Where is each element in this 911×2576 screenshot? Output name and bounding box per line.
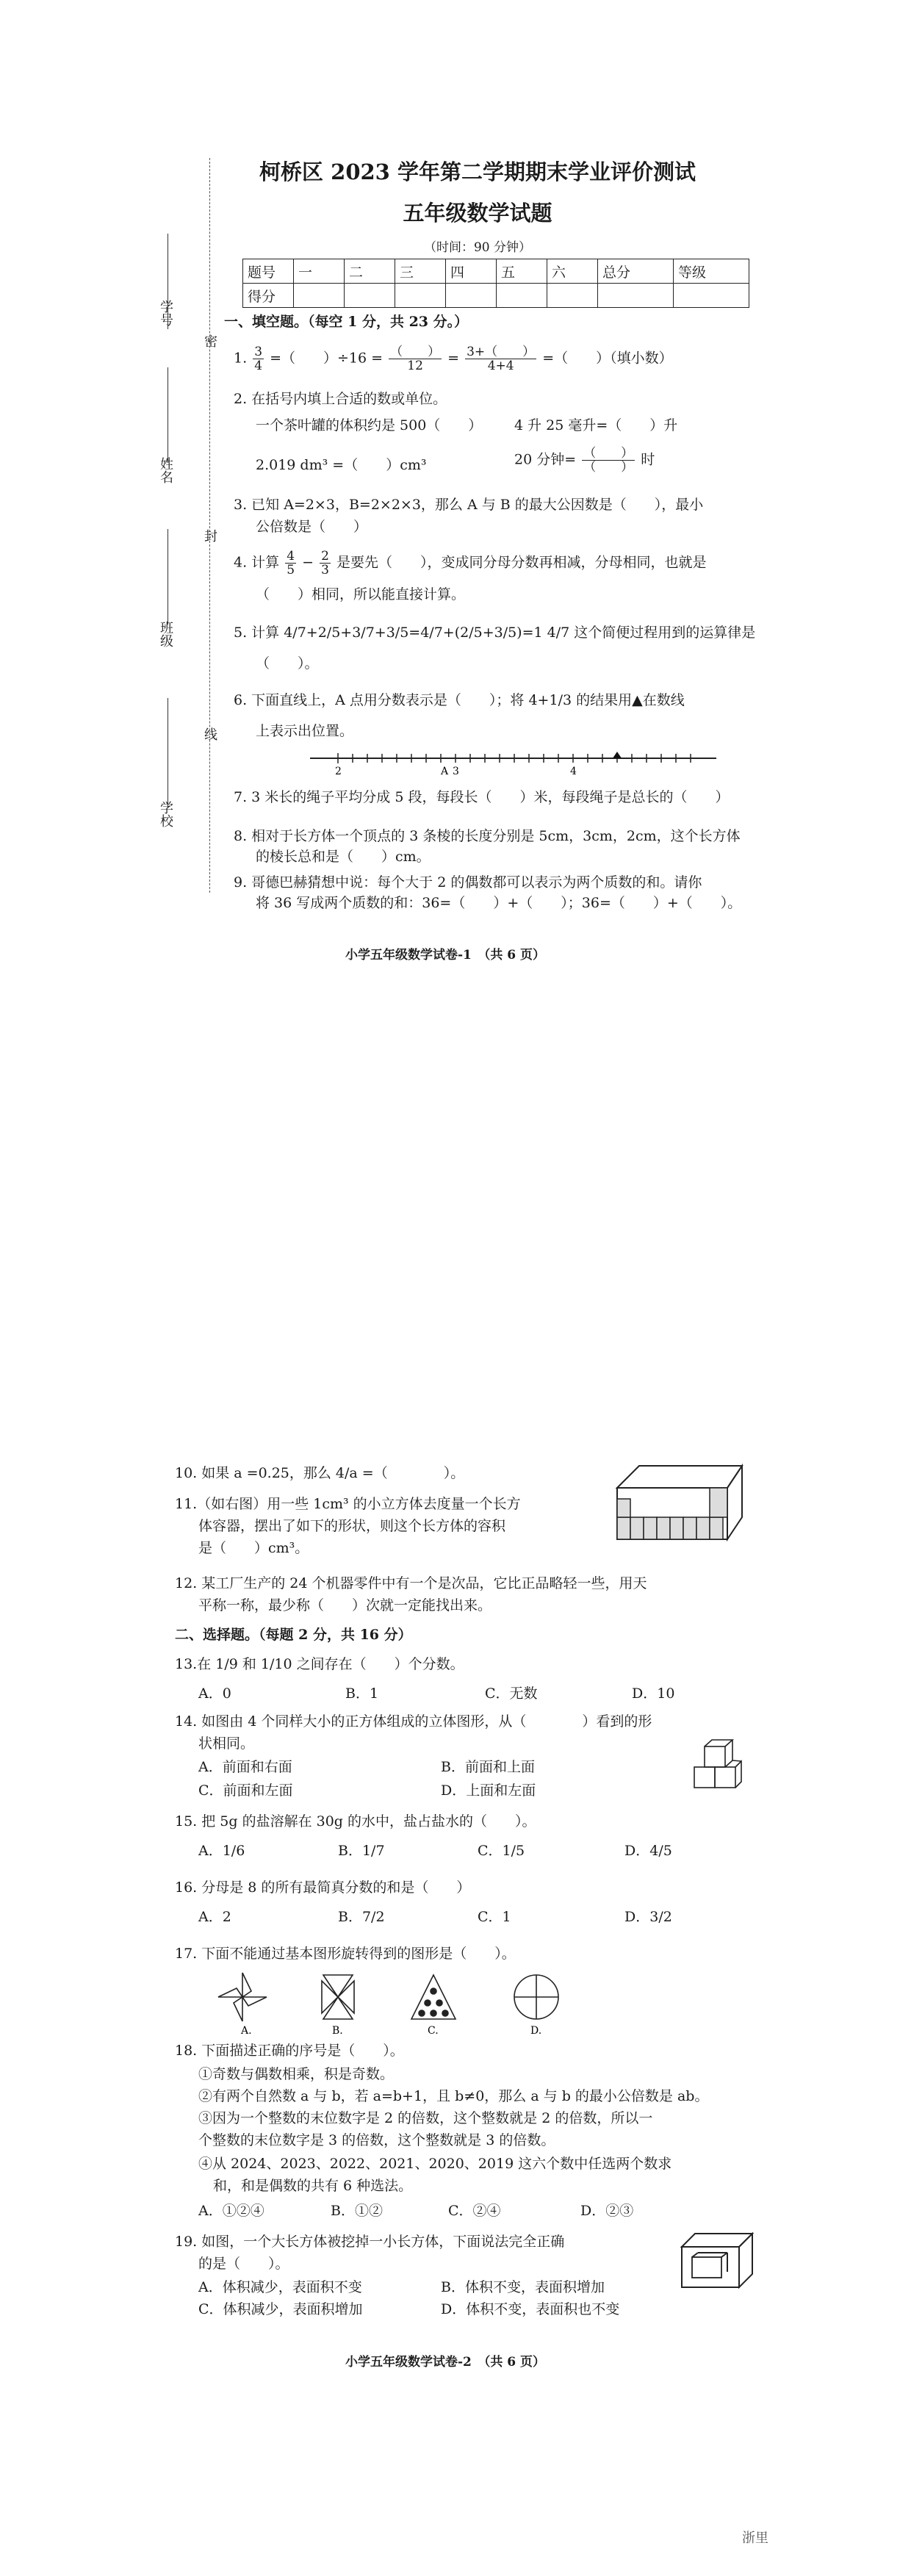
q14-option-c[interactable]: C．前面和左面 xyxy=(198,1782,293,1799)
fraction: $\frac{2}{3}$ xyxy=(321,549,329,578)
question-4-line-2: （ ）相同，所以能直接计算。 xyxy=(256,586,466,602)
question-11-line-3: 是（ ）cm³。 xyxy=(198,1540,309,1556)
score-input-cell[interactable] xyxy=(395,284,446,308)
triangle-circles-icon xyxy=(411,1975,455,2019)
score-table-header-row xyxy=(243,259,749,284)
q17-option-d: D. xyxy=(530,2025,542,2035)
seal-feng: 封 xyxy=(202,529,217,542)
question-3-line-2: 公倍数是（ ） xyxy=(256,519,368,535)
q18-statement-3a: ③因为一个整数的末位数字是 2 的倍数，这个整数就是 2 的倍数，所以一 xyxy=(198,2110,653,2126)
q17-option-c: C. xyxy=(428,2025,439,2035)
q14-option-b[interactable]: B．前面和上面 xyxy=(441,1759,535,1775)
q17-option-b: B. xyxy=(332,2025,343,2035)
question-9-line-1: 9. 哥德巴赫猜想中说：每个大于 2 的偶数都可以表示为两个质数的和。请你 xyxy=(234,874,702,891)
score-table-cell: 三 xyxy=(395,259,446,284)
question-10: 10. 如果 a =0.25，那么 4/a =（ ）。 xyxy=(175,1465,465,1481)
hollowed-box-figure xyxy=(676,2226,757,2296)
q18-statement-2: ②有两个自然数 a 与 b，若 a=b+1，且 b≠0，那么 a 与 b 的最小公倍数是 ab。 xyxy=(198,2088,709,2104)
number-label: 学号 xyxy=(158,300,173,326)
score-table-cell: 等级 xyxy=(674,259,749,284)
q13-option-c[interactable]: C．无数 xyxy=(485,1685,538,1702)
question-2-line-2a: 一个茶叶罐的体积约是 500（ ） xyxy=(256,417,483,433)
score-table-cell: 得分 xyxy=(243,284,294,308)
watermark: 浙里 xyxy=(742,2530,768,2546)
question-11-line-1: 11.（如右图）用一些 1cm³ 的小立方体去度量一个长方 xyxy=(175,1496,521,1512)
question-6-line-1: 6. 下面直线上，A 点用分数表示是（ ）；将 4+1/3 的结果用▲在数线 xyxy=(234,692,685,708)
q18-option-b[interactable]: B．①② xyxy=(331,2203,383,2219)
q1-text-1: =（ ）÷16 = xyxy=(270,350,384,367)
q17-option-a: A. xyxy=(241,2025,252,2035)
exam-subtitle: 五年级数学试题 xyxy=(403,201,552,226)
question-18: 18. 下面描述正确的序号是（ ）。 xyxy=(175,2043,404,2059)
fraction: $\frac{( )}{12}$ xyxy=(390,345,441,373)
question-12-line-2: 平称一称，最少称（ ）次就一定能找出来。 xyxy=(198,1597,492,1613)
question-7: 7. 3 米长的绳子平均分成 5 段，每段长（ ）米，每段绳子是总长的（ ） xyxy=(234,789,730,805)
score-table-cell: 题号 xyxy=(243,259,294,284)
q18-option-d[interactable]: D．②③ xyxy=(580,2203,634,2219)
q18-option-c[interactable]: C．②④ xyxy=(448,2203,501,2219)
tick-label: 3 xyxy=(453,766,459,777)
school-label: 学校 xyxy=(158,801,173,827)
question-11-line-2: 体容器，摆出了如下的形状，则这个长方体的容积 xyxy=(198,1518,506,1534)
binding-line xyxy=(209,158,210,893)
score-input-cell[interactable] xyxy=(674,284,749,308)
q13-option-d[interactable]: D．10 xyxy=(632,1685,675,1702)
q13-option-a[interactable]: A．0 xyxy=(198,1685,231,1702)
question-17: 17. 下面不能通过基本图形旋转得到的图形是（ ）。 xyxy=(175,1946,516,1962)
question-1 xyxy=(234,345,673,373)
fraction: $\frac{( )}{( )}$ xyxy=(583,446,634,475)
question-2-line-1: 2. 在括号内填上合适的数或单位。 xyxy=(234,391,447,407)
q1-number: 1. xyxy=(234,350,248,367)
score-table-score-row xyxy=(243,284,749,308)
q19-option-c[interactable]: C．体积减少，表面积增加 xyxy=(198,2301,363,2317)
exam-time: （时间：90 分钟） xyxy=(423,240,532,255)
q15-option-d[interactable]: D．4/5 xyxy=(624,1843,672,1859)
question-2-line-2b: 4 升 25 毫升=（ ）升 xyxy=(514,417,678,433)
score-input-cell[interactable] xyxy=(598,284,674,308)
q18-statement-4a: ④从 2024、2023、2022、2021、2020、2019 这六个数中任选两个数求 xyxy=(198,2156,672,2172)
fraction: $\frac{3}{4}$ xyxy=(254,345,263,373)
fraction: $\frac{4}{5}$ xyxy=(287,549,295,578)
tick-label-a: A xyxy=(441,766,449,777)
question-14-line-1: 14. 如图由 4 个同样大小的正方体组成的立体图形，从（ ）看到的形 xyxy=(175,1713,652,1730)
question-9-line-2: 将 36 写成两个质数的和：36=（ ）+（ ）；36=（ ）+（ ）。 xyxy=(256,895,742,911)
question-8-line-1: 8. 相对于长方体一个顶点的 3 条棱的长度分别是 5cm，3cm，2cm，这个长方体 xyxy=(234,828,741,844)
q18-statement-4b: 和，和是偶数的共有 6 种选法。 xyxy=(213,2178,413,2194)
q18-option-a[interactable]: A．①②④ xyxy=(198,2203,264,2219)
question-2-line-3b: 20 分钟= $\frac{( )}{( )}$ 时 xyxy=(514,446,655,475)
q18-statement-3b: 个整数的末位数字是 3 的倍数，这个整数就是 3 的倍数。 xyxy=(198,2132,555,2148)
score-table-cell: 总分 xyxy=(598,259,674,284)
tick-label: 2 xyxy=(335,766,342,777)
q1-text-3: =（ ）（填小数） xyxy=(542,350,673,367)
page-2-footer: 小学五年级数学试卷-2 （共 6 页） xyxy=(345,2355,546,2370)
score-table-cell: 六 xyxy=(547,259,598,284)
name-label: 姓名 xyxy=(158,457,173,483)
score-input-cell[interactable] xyxy=(547,284,598,308)
score-table-cell: 五 xyxy=(497,259,547,284)
q14-option-a[interactable]: A．前面和右面 xyxy=(198,1759,292,1775)
question-19-line-1: 19. 如图，一个大长方体被挖掉一小长方体，下面说法完全正确 xyxy=(175,2234,565,2250)
exam-title: 柯桥区 2023 学年第二学期期末学业评价测试 xyxy=(259,159,696,184)
fraction: $\frac{3+( )}{4+4}$ xyxy=(467,345,536,373)
question-8-line-2: 的棱长总和是（ ）cm。 xyxy=(256,849,431,865)
circle-cross-icon xyxy=(514,1975,558,2019)
q15-option-b[interactable]: B．1/7 xyxy=(338,1843,385,1859)
q16-option-a[interactable]: A．2 xyxy=(198,1909,231,1925)
question-16: 16. 分母是 8 的所有最简真分数的和是（ ） xyxy=(175,1879,471,1896)
question-6-line-2: 上表示出位置。 xyxy=(256,723,354,739)
q1-text-2: = xyxy=(447,350,460,367)
seal-mi: 密 xyxy=(202,334,217,348)
triangle-marker-icon xyxy=(613,752,622,758)
question-4-line-1: 4. 计算 $\frac{4}{5}$ − $\frac{2}{3}$ 是要先（ ），变成同分母分数再相减，分母相同，也就是 xyxy=(234,549,707,578)
question-15: 15. 把 5g 的盐溶解在 30g 的水中，盐占盐水的（ ）。 xyxy=(175,1813,536,1830)
score-input-cell[interactable] xyxy=(497,284,547,308)
q19-option-a[interactable]: A．体积减少，表面积不变 xyxy=(198,2279,362,2295)
question-3-line-1: 3. 已知 A=2×3，B=2×2×3，那么 A 与 B 的最大公因数是（ ），最小 xyxy=(234,497,704,513)
question-19-line-2: 的是（ ）。 xyxy=(198,2256,289,2272)
section-2-heading: 二、选择题。（每题 2 分，共 16 分） xyxy=(175,1627,412,1643)
q15-option-c[interactable]: C．1/5 xyxy=(478,1843,525,1859)
score-input-cell[interactable] xyxy=(345,284,395,308)
score-table-cell: 一 xyxy=(294,259,345,284)
q14-option-d[interactable]: D．上面和左面 xyxy=(441,1782,536,1799)
q16-option-d[interactable]: D．3/2 xyxy=(624,1909,672,1925)
q16-option-c[interactable]: C．1 xyxy=(478,1909,511,1925)
question-5-line-1: 5. 计算 4/7+2/5+3/7+3/5=4/7+(2/5+3/5)=1 4/7 这个简便过程用到的运算律是 xyxy=(234,625,756,641)
score-table-cell: 二 xyxy=(345,259,395,284)
q13-option-b[interactable]: B．1 xyxy=(345,1685,379,1702)
number-line xyxy=(309,744,720,780)
q15-option-a[interactable]: A．1/6 xyxy=(198,1843,245,1859)
seal-xian: 线 xyxy=(202,727,217,741)
page-1-footer: 小学五年级数学试卷-1 （共 6 页） xyxy=(345,948,546,963)
score-table xyxy=(242,259,749,308)
section-1-heading: 一、填空题。（每空 1 分，共 23 分。） xyxy=(224,314,469,330)
q19-option-d[interactable]: D．体积不变，表面积也不变 xyxy=(441,2301,620,2317)
q16-option-b[interactable]: B．7/2 xyxy=(338,1909,385,1925)
question-14-line-2: 状相同。 xyxy=(198,1735,255,1752)
rotation-figures xyxy=(213,1969,595,2035)
class-label: 班级 xyxy=(158,621,173,647)
q19-option-b[interactable]: B．体积不变，表面积增加 xyxy=(441,2279,605,2295)
question-5-line-2: （ ）。 xyxy=(256,655,319,672)
score-input-cell[interactable] xyxy=(294,284,345,308)
question-13: 13.在 1/9 和 1/10 之间存在（ ）个分数。 xyxy=(175,1656,464,1672)
score-table-cell: 四 xyxy=(446,259,497,284)
cube-container-figure xyxy=(610,1458,749,1543)
question-12-line-1: 12. 某工厂生产的 24 个机器零件中有一个是次品，它比正品略轻一些，用天 xyxy=(175,1575,647,1591)
stacked-cubes-figure xyxy=(687,1734,746,1800)
butterfly-icon xyxy=(322,1975,354,2019)
score-input-cell[interactable] xyxy=(446,284,497,308)
question-2-line-3a: 2.019 dm³ =（ ）cm³ xyxy=(256,457,427,473)
pinwheel-icon xyxy=(218,1973,267,2021)
tick-label: 4 xyxy=(570,766,577,777)
q18-statement-1: ①奇数与偶数相乘，积是奇数。 xyxy=(198,2066,395,2082)
